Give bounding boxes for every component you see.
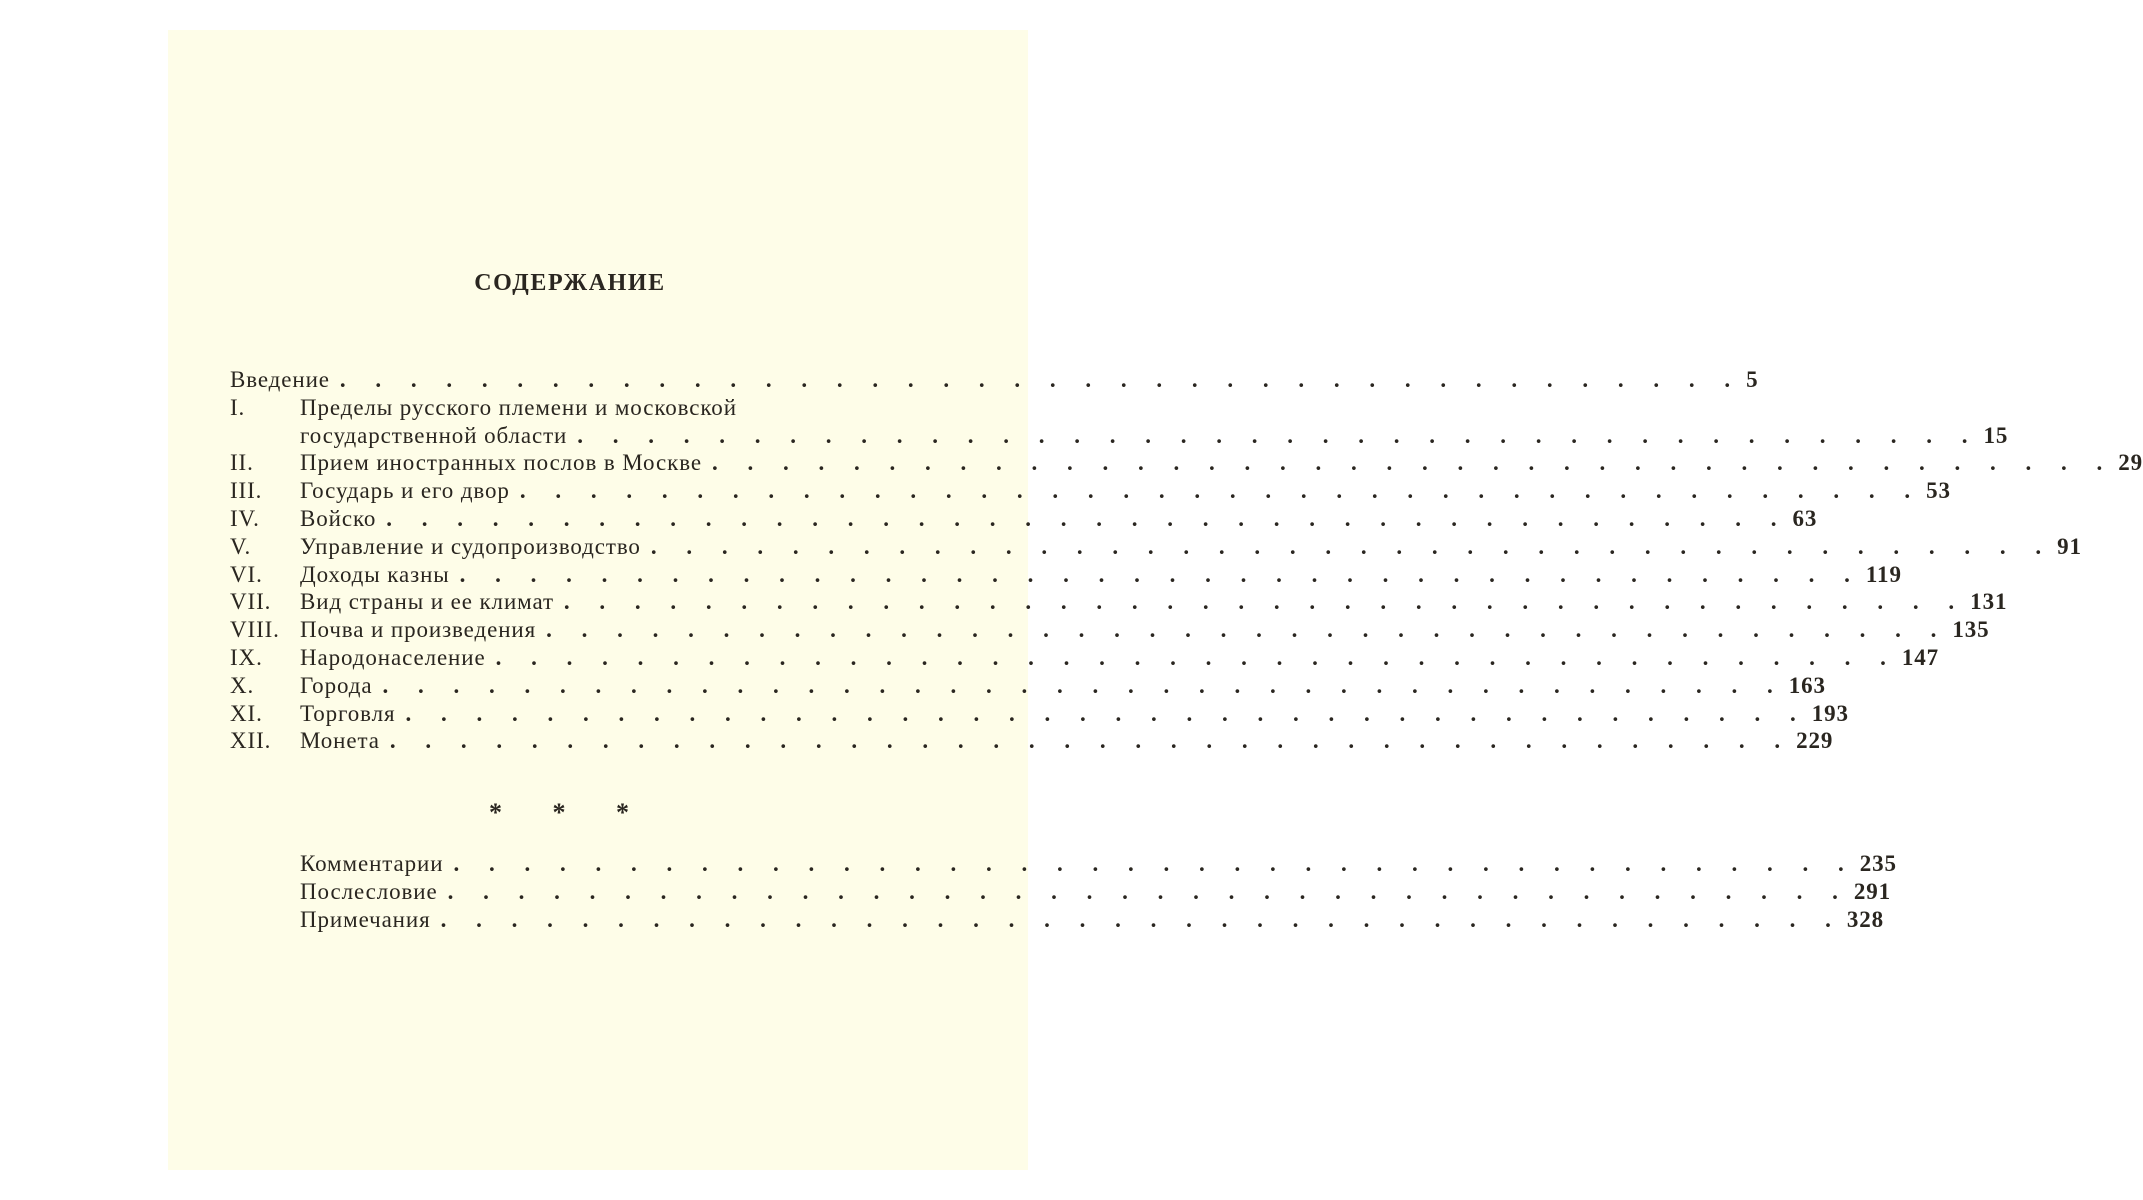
- toc-entry-page: 291: [1853, 878, 1892, 904]
- toc-entry-number: I.: [230, 394, 246, 420]
- toc-entry-title: Торговля: [300, 700, 396, 726]
- toc-entry-page: 15: [1983, 422, 2009, 448]
- toc-entry-chapter-9: [230, 644, 1940, 672]
- toc-entry-chapter-12: [230, 727, 1834, 755]
- toc-entry-chapter-1-continued: [230, 422, 2009, 450]
- toc-leader-dots: . . . . . . . . . . . . . . . . . . . . . . . . . . . . . . . . . . . . . . . .: [563, 589, 1967, 615]
- toc-leader-dots: . . . . . . . . . . . . . . . . . . . . . . . . . . . . . . . . . . . . . . . .: [453, 851, 1856, 876]
- toc-leader-dots: . . . . . . . . . . . . . . . . . . . . . . . . . . . . . . . . . . . . . . . .: [405, 700, 1808, 726]
- toc-entry-title: Послесловие: [300, 878, 438, 904]
- contents-heading: СОДЕРЖАНИЕ: [474, 270, 666, 296]
- toc-entry-page: 163: [1788, 672, 1826, 698]
- toc-entry-title: Доходы казны: [300, 561, 450, 587]
- toc-entry-number: V.: [230, 533, 252, 559]
- toc-entry-title: Прием иностранных послов в Москве: [300, 450, 702, 476]
- toc-entry-page: 29: [2118, 450, 2143, 476]
- toc-leader-dots: . . . . . . . . . . . . . . . . . . . . . . . . . . . . . . . . . . . . . . . .: [382, 672, 1785, 698]
- toc-entry-chapter-11: [230, 700, 1849, 728]
- toc-leader-dots: . . . . . . . . . . . . . . . . . . . . . . . . . . . . . . . . . . . . . . . .: [519, 478, 1923, 504]
- toc-entry-chapter-2: [230, 449, 2143, 477]
- toc-entry-title: Монета: [300, 728, 380, 754]
- toc-entry-chapter-1: [230, 394, 984, 422]
- toc-entry-chapter-10: [230, 672, 1826, 700]
- toc-main-list: [230, 366, 2143, 755]
- toc-entry-chapter-4: [230, 505, 1818, 533]
- toc-entry-page: 328: [1846, 906, 1885, 932]
- toc-entry-chapter-5: [230, 533, 2082, 561]
- toc-leader-dots: . . . . . . . . . . . . . . . . . . . . . . . . . . . . . . . . . . . . . . . .: [577, 422, 1980, 448]
- toc-entry-page: 63: [1792, 505, 1818, 531]
- section-separator: * * *: [489, 798, 651, 827]
- toc-leader-dots: . . . . . . . . . . . . . . . . . . . . . . . . . . . . . . . . . . . . . . . .: [440, 906, 1843, 932]
- toc-entry-chapter-3: [230, 477, 1951, 505]
- toc-entry-number: VIII.: [230, 617, 280, 643]
- toc-entry-afterword: [230, 878, 1892, 906]
- toc-entry-title: Города: [300, 672, 373, 698]
- toc-leader-dots: . . . . . . . . . . . . . . . . . . . . . . . . . . . . . . . . . . . . . . . .: [447, 878, 1850, 904]
- toc-entry-page: 147: [1901, 644, 1940, 670]
- toc-entry-number: X.: [230, 672, 255, 698]
- book-page: [168, 30, 2143, 1170]
- toc-leader-dots: . . . . . . . . . . . . . . . . . . . . . . . . . . . . . . . . . . . . . . . .: [459, 561, 1862, 587]
- toc-entry-page: 235: [1859, 851, 1897, 876]
- toc-entry-number: VII.: [230, 589, 272, 615]
- toc-leader-dots: . . . . . . . . . . . . . . . . . . . . . . . . . . . . . . . . . . . . . . . .: [711, 450, 2115, 476]
- toc-entry-page: 193: [1811, 700, 1849, 726]
- toc-entry-chapter-7: [230, 588, 2008, 616]
- toc-entry-chapter-8: [230, 616, 1990, 644]
- toc-entry-notes: [230, 906, 1885, 934]
- toc-entry-number: XI.: [230, 700, 263, 726]
- toc-entry-page: 5: [1746, 367, 1759, 392]
- toc-entry-number: IX.: [230, 644, 263, 670]
- toc-entry-title: Примечания: [300, 906, 431, 932]
- toc-entry-number: XII.: [230, 728, 272, 754]
- toc-entry-introduction: [230, 366, 1759, 394]
- toc-entry-number: III.: [230, 478, 263, 504]
- toc-entry-number: IV.: [230, 505, 260, 531]
- toc-entry-page: 131: [1970, 589, 2008, 615]
- toc-entry-page: 53: [1926, 478, 1951, 504]
- toc-entry-title: государственной области: [300, 422, 568, 448]
- toc-entry-page: 91: [2057, 533, 2082, 559]
- toc-entry-title: Государь и его двор: [300, 478, 510, 504]
- toc-entry-page: 229: [1796, 728, 1834, 754]
- toc-entry-page: 135: [1952, 617, 1990, 643]
- toc-entry-title: Народонаселение: [300, 644, 486, 670]
- toc-entry-title: Введение: [230, 367, 330, 392]
- toc-entry-title: Управление и судопроизводство: [300, 533, 641, 559]
- toc-entry-number: VI.: [230, 561, 263, 587]
- toc-entry-number: II.: [230, 450, 254, 476]
- toc-entry-commentary: [230, 850, 1897, 878]
- toc-entry-title: Войско: [300, 505, 377, 531]
- toc-back-matter-list: [230, 850, 1897, 933]
- toc-leader-dots: . . . . . . . . . . . . . . . . . . . . . . . . . . . . . . . . . . . . . . . .: [339, 367, 1743, 392]
- toc-entry-title: Пределы русского племени и московской: [300, 394, 737, 420]
- toc-entry-title: Комментарии: [300, 851, 444, 876]
- toc-leader-dots: . . . . . . . . . . . . . . . . . . . . . . . . . . . . . . . . . . . . . . . .: [389, 728, 1793, 754]
- toc-entry-chapter-6: [230, 561, 1902, 589]
- toc-leader-dots: . . . . . . . . . . . . . . . . . . . . . . . . . . . . . . . . . . . . . . . .: [650, 533, 2054, 559]
- toc-leader-dots: . . . . . . . . . . . . . . . . . . . . . . . . . . . . . . . . . . . . . . . .: [386, 505, 1789, 531]
- toc-entry-title: Почва и произведения: [300, 617, 537, 643]
- toc-leader-dots: . . . . . . . . . . . . . . . . . . . . . . . . . . . . . . . . . . . . . . . .: [546, 617, 1949, 643]
- toc-leader-dots: . . . . . . . . . . . . . . . . . . . . . . . . . . . . . . . . . . . . . . . .: [495, 644, 1898, 670]
- toc-entry-title: Вид страны и ее климат: [300, 589, 554, 615]
- toc-entry-page: 119: [1865, 561, 1902, 587]
